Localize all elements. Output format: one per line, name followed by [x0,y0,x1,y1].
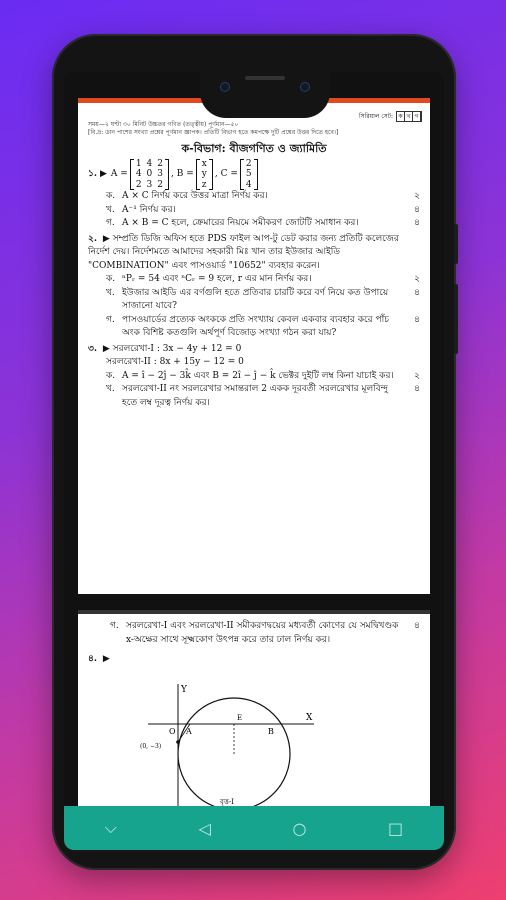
question-part: গ. পাসওয়ার্ডের প্রত্যেক অংককে প্রতি সংখ্যায় কেবল একবার ব্যবহার করে পাঁচ অংক বিশিষ্ট কতগুলি অর্থপূর্ণ বিজোড় সংখ্যা গঠন করা যায়? ৪ [106,314,420,339]
question-1 [88,159,420,231]
power-button [454,224,458,264]
question-number: ২. [88,233,97,244]
question-3 [88,343,420,411]
speaker [245,76,285,80]
question-part: গ. সরলরেখা-I এবং সরলরেখা-II সমীকরণদ্বয়ের মধ্যবর্তী কোণের যে সমদ্বিখণ্ডক x-অক্ষের সাথে সূক্ষ্মকোণ উৎপন্ন করে তার ঢাল নির্ণয় কর। ৪ [110,621,420,645]
origin-label: O [169,727,176,736]
question-part: গ. A × B = C হলে, ক্রেমারের নিয়মে সমীকরণ জোটটি সমাধান কর। ৪ [106,218,420,229]
matrix-c: 2 5 4 [240,159,258,190]
circle-graph [138,684,318,822]
set-cell: খ [405,112,413,121]
phone-frame [52,34,456,870]
matrix-c-label: , C = [214,168,238,179]
question-2 [88,233,420,341]
question-number: ৩. [88,343,97,354]
matrix-b-label: , B = [171,168,194,179]
question-number: ৪. [88,654,97,664]
exam-page-1[interactable] [78,98,430,594]
circle-label: বৃত্ত-I [220,798,235,806]
chevron-down-icon[interactable]: ⌵ [104,818,117,837]
back-icon[interactable]: ◁ [198,818,211,838]
phone-screen [64,72,444,850]
line-equation: সরলরেখা-I : 3x − 4y + 12 = 0 [112,343,242,354]
exam-instruction-line: [বি.দ্র: ডান পাশের সংখ্যা প্রশ্নের পূর্ণমান জ্ঞাপক। প্রতিটি বিভাগ হতে কমপক্ষে দুটি প্রশ্নের উত্তর দিতে হবে।] [88,128,339,136]
point-b-label: B [268,727,274,736]
question-part: ক. A = î − 2ĵ − 3k̂ এবং B = 2î − ĵ − k̂ ভেক্টর দুইটি লম্ব কিনা যাচাই কর। ২ [106,370,420,381]
point-a-label: A [186,727,192,736]
question-part: ক. ⁿPᵣ = 54 এবং ⁿCᵣ = 9 হলে, r এর মান নির্ণয় কর। ২ [106,274,420,285]
set-cell: ক [397,112,405,121]
notch [200,72,330,118]
question-part: খ. সরলরেখা-II নং সরলরেখার সমান্তরাল 2 একক দূরবর্তী সরলরেখার মূলবিন্দু হতে লম্ব দূরত্ব নির্ণয় কর। ৪ [106,384,420,408]
home-icon[interactable]: ○ [292,818,307,838]
navigation-bar [64,806,444,850]
front-camera-icon [300,82,310,92]
matrix-a-label: A = [110,168,128,179]
set-cell: গ [413,112,421,121]
question-part: খ. A⁻¹ নির্ণয় কর। ৪ [106,204,420,215]
arrow-icon: ▶ [99,168,107,179]
matrix-b: x y z [196,159,213,190]
front-camera-icon [220,82,230,92]
line-equation: সরলরেখা-II : 8x + 15y − 12 = 0 [106,357,244,368]
arrow-icon: ▶ [102,654,110,664]
question-part: ক. A × C নির্ণয় করে উত্তর মাত্রা নির্ণয় কর। ২ [106,191,420,202]
point-e-label: E [237,714,243,722]
question-part: খ. ইউজার আইডি এর বর্ণগুলি হতে প্রতিবার চারটি করে বর্ণ নিয়ে কত উপায়ে সাজানো যাবে? ৪ [106,287,420,312]
set-code-box [359,111,422,122]
arrow-icon: ▶ [102,233,110,244]
arrow-icon: ▶ [102,343,110,354]
x-axis-label: X [306,713,313,723]
section-title: ক-বিভাগ: বীজগণিত ও জ্যামিতি [181,141,327,155]
volume-button [454,284,458,354]
matrix-a: 1 4 2 4 0 3 2 3 2 [130,159,169,190]
exam-header-line: সময়—২ ঘণ্টা ৩০ মিনিট উচ্চতর গণিত (তত্ত্বীয়) পূর্ণমান—৫০ [88,121,239,128]
question-number: ১. [88,168,97,179]
recents-icon[interactable]: □ [388,818,404,838]
set-label: সিরিয়াল সেট: [358,113,393,120]
point-coord-label: (0, −3) [140,743,162,750]
y-axis-label: Y [181,685,187,695]
question-stem: সম্প্রতি ডিজি অফিস হতে PDS ফাইল আপ-টু ডেট করার জন্য প্রতিটি কলেজের নির্দেশ দেয়। নির্দেশমতে আমাদের সহকারী মিঃ খান তার ইউজার আইডি "COMBINATION" এবং পাসওয়ার্ড "10652" ব্যবহার করেন। [88,233,399,271]
